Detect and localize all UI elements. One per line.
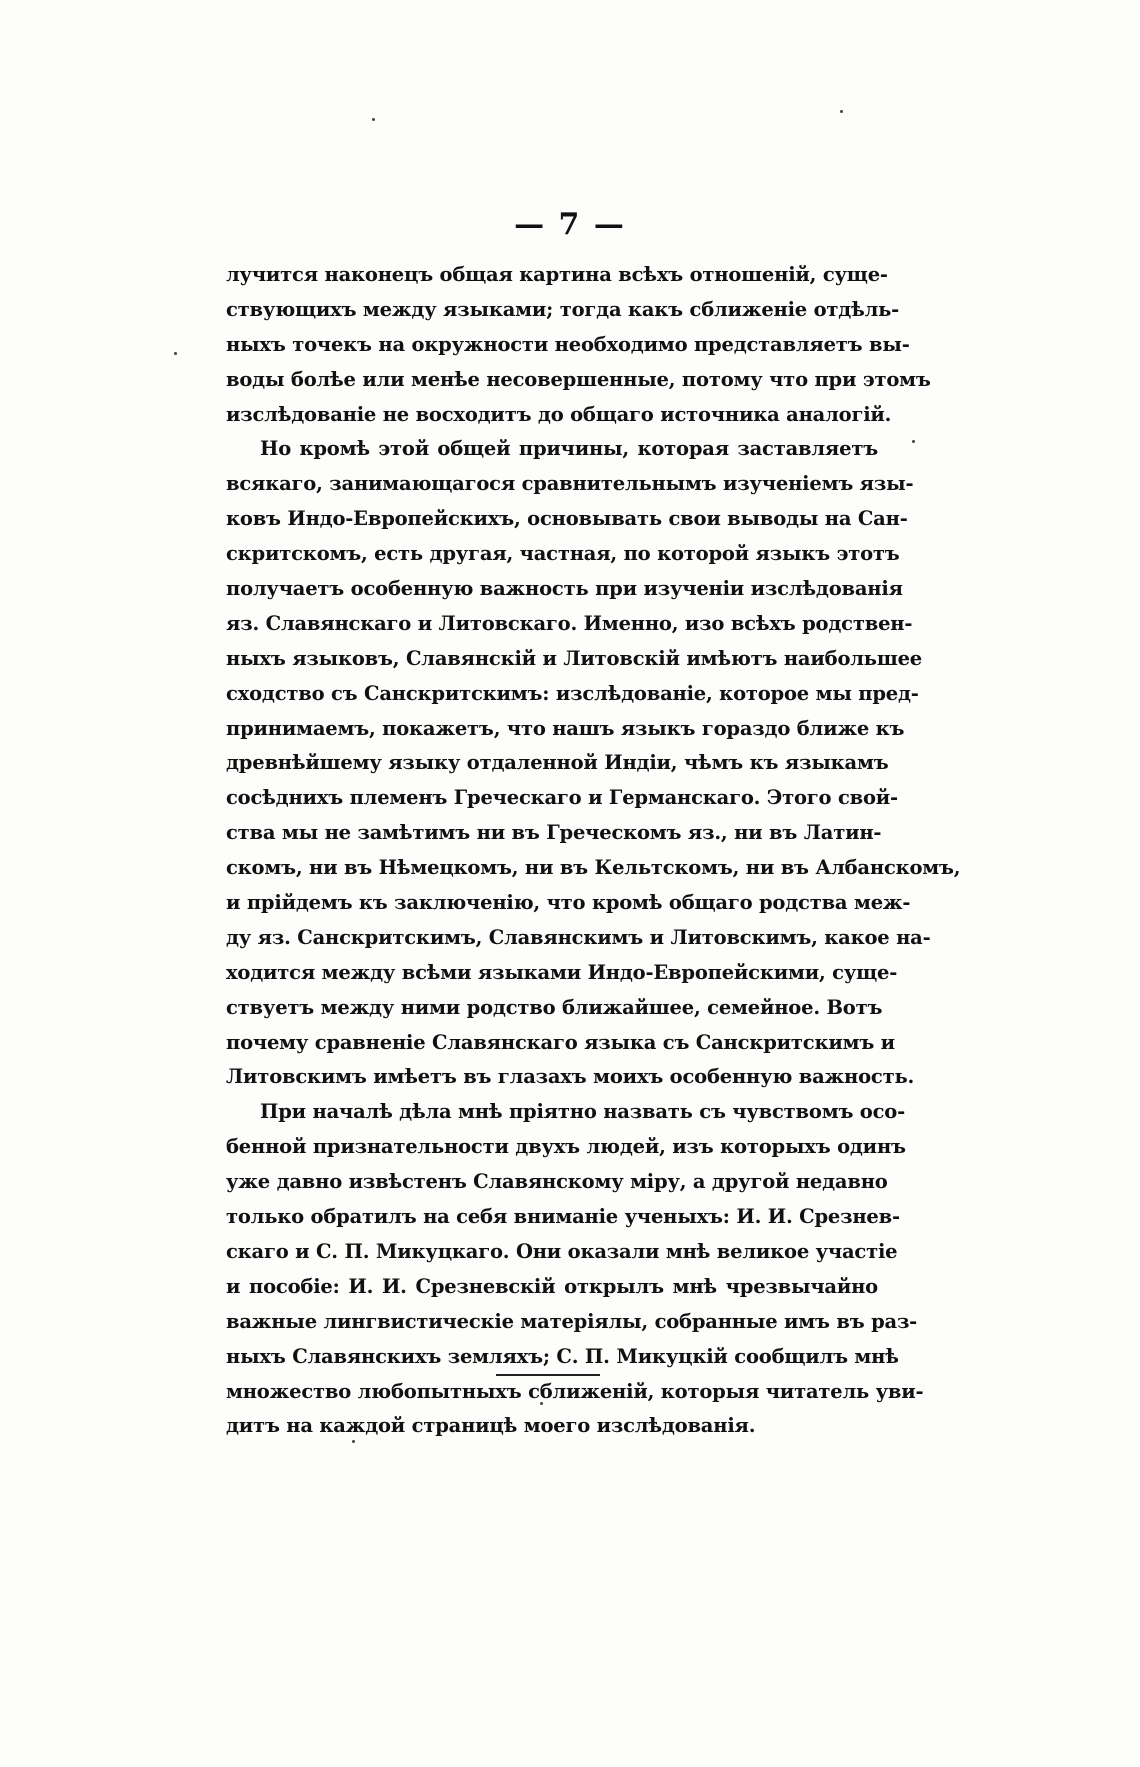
- text-line: всякаго, занимающагося сравнительнымъ изученіемъ язы-: [226, 472, 914, 496]
- text-line: множество любопытныхъ сближеній, которыя читатель уви-: [226, 1379, 924, 1403]
- text-line: ныхъ языковъ, Славянскій и Литовскій имѣютъ наибольшее: [226, 646, 922, 670]
- scan-speck: [352, 1440, 355, 1443]
- text-line: ковъ Индо-Европейскихъ, основывать свои выводы на Сан-: [226, 507, 908, 531]
- paragraph-2: [226, 432, 961, 1095]
- text-line: ходится между всѣми языками Индо-Европейскими, суще-: [226, 960, 898, 984]
- text-line: почему сравненіе Славянскаго языка съ Санскритскимъ и: [226, 1030, 895, 1054]
- text-line: и прійдемъ къ заключенію, что кромѣ общаго родства меж-: [226, 891, 911, 915]
- end-rule: [496, 1374, 600, 1376]
- text-line: ствуетъ между ними родство ближайшее, семейное. Вотъ: [226, 995, 883, 1019]
- text-line: ствующихъ между языками; тогда какъ сближеніе отдѣль-: [226, 297, 900, 321]
- text-line: уже давно извѣстенъ Славянскому міру, а другой недавно: [226, 1170, 888, 1194]
- text-line: лучится наконецъ общая картина всѣхъ отношеній, суще-: [226, 263, 888, 286]
- text-line: сосѣднихъ племенъ Греческаго и Германскаго. Этого свой-: [226, 786, 898, 810]
- scan-speck: [840, 110, 843, 113]
- text-line: ду яз. Санскритскимъ, Славянскимъ и Литовскимъ, какое на-: [226, 925, 931, 949]
- text-line: скритскомъ, есть другая, частная, по которой языкъ этотъ: [226, 542, 900, 566]
- text-line: только обратилъ на себя вниманіе ученыхъ: И. И. Срезнев-: [226, 1205, 900, 1229]
- scan-speck: [174, 352, 177, 355]
- body-text: [226, 258, 961, 1444]
- text-line: ныхъ точекъ на окружности необходимо представляетъ вы-: [226, 332, 910, 356]
- text-line: ства мы не замѣтимъ ни въ Греческомъ яз., ни въ Латин-: [226, 821, 882, 845]
- text-line: древнѣйшему языку отдаленной Индіи, чѣмъ къ языкамъ: [226, 751, 889, 775]
- paragraph-1: [226, 258, 931, 432]
- text-line: скомъ, ни въ Нѣмецкомъ, ни въ Кельтскомъ, ни въ Албанскомъ,: [226, 856, 961, 880]
- scan-speck: [372, 118, 375, 121]
- text-line: яз. Славянскаго и Литовскаго. Именно, изо всѣхъ родствен-: [226, 611, 913, 635]
- text-line: важные лингвистическіе матеріялы, собранные имъ въ раз-: [226, 1309, 918, 1333]
- text-line: сходство съ Санскритскимъ: изслѣдованіе, которое мы пред-: [226, 681, 919, 705]
- text-line: ныхъ Славянскихъ земляхъ; С. П. Микуцкій сообщилъ мнѣ: [226, 1344, 899, 1368]
- text-line: воды болѣе или менѣе несовершенные, потому что при этомъ: [226, 367, 931, 391]
- text-line: Но кромѣ этой общей причины, которая заставляетъ: [260, 437, 878, 461]
- text-line: и пособіе: И. И. Срезневскій открылъ мнѣ чрезвычайно: [226, 1274, 878, 1298]
- text-line: При началѣ дѣла мнѣ пріятно назвать съ чувствомъ осо-: [260, 1100, 905, 1124]
- text-line: дитъ на каждой страницѣ моего изслѣдованія.: [226, 1414, 756, 1438]
- paragraph-3: [226, 1095, 924, 1444]
- text-line: принимаемъ, покажетъ, что нашъ языкъ гораздо ближе къ: [226, 716, 905, 740]
- scan-speck: [912, 440, 915, 443]
- text-line: скаго и С. П. Микуцкаго. Они оказали мнѣ великое участіе: [226, 1239, 898, 1263]
- text-line: изслѣдованіе не восходитъ до общаго источника аналогій.: [226, 402, 892, 426]
- page-number: — 7 —: [514, 207, 626, 242]
- text-line: бенной признательности двухъ людей, изъ которыхъ одинъ: [226, 1135, 906, 1159]
- text-line: получаетъ особенную важность при изученіи изслѣдованія: [226, 577, 903, 601]
- scan-speck: [540, 1402, 543, 1405]
- text-line: Литовскимъ имѣетъ въ глазахъ моихъ особенную важность.: [226, 1065, 915, 1089]
